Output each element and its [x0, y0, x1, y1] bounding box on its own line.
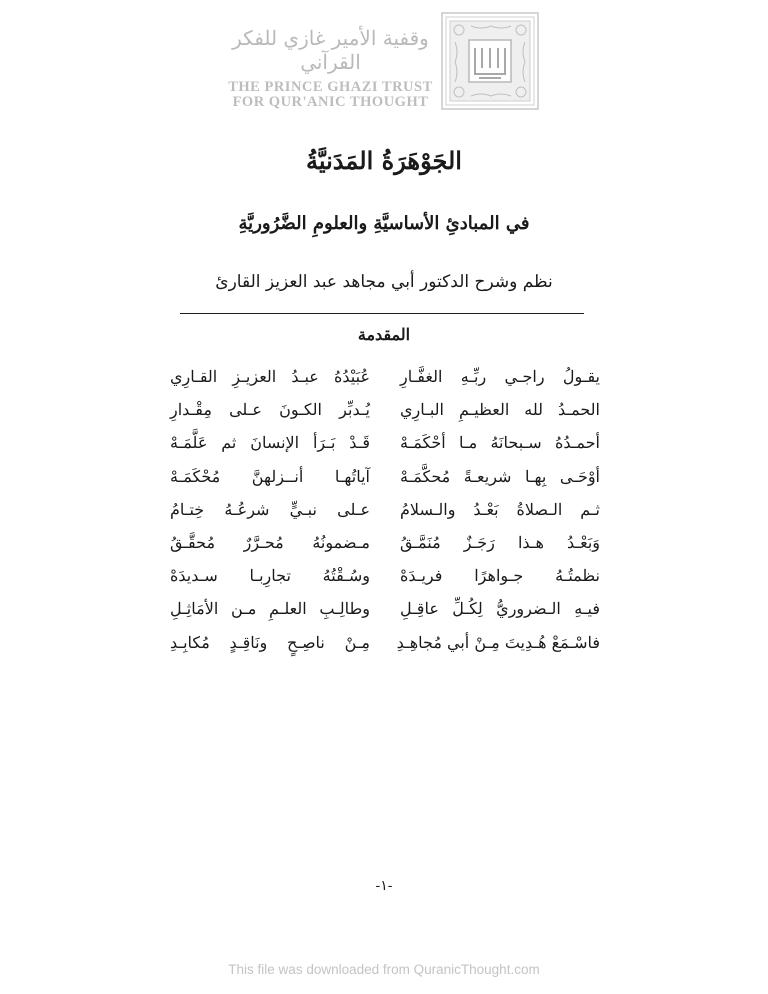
- verse-second-hemistich: وطالِـبِ العلـمِ مـن الأمَاثِـلِ: [170, 599, 370, 619]
- verse-first-hemistich: أحمـدُهُ سـبحانَهُ مـا أحْكَمَـهْ: [400, 433, 600, 453]
- verse-second-hemistich: مـضمونُهُ مُحـرَّرٌ مُحقَّـقُ: [170, 532, 370, 552]
- verse-line: [170, 430, 600, 463]
- logo-english-line-1: THE PRINCE GHAZI TRUST: [228, 79, 433, 95]
- verse-second-hemistich: آياتُهـا أنــزلهنَّ مُحْكَمَـهْ: [170, 466, 370, 486]
- verse-second-hemistich: مِـنْ ناصِـحٍ ونَاقِـدٍ مُكابِـدِ: [170, 632, 370, 652]
- verse-line: [170, 364, 600, 397]
- logo-text: [228, 12, 433, 110]
- verse-first-hemistich: وَبَعْـدُ هـذا رَجَـزٌ مُنَمَّـقُ: [400, 532, 600, 552]
- book-title: الجَوْهَرَةُ المَدَنيَّةُ: [306, 146, 462, 175]
- book-subtitle: في المبادئِ الأساسيَّةِ والعلومِ الضَّرُوريَّةِ: [238, 213, 530, 234]
- verse-second-hemistich: عُبَيْدُهُ عبـدُ العزيـزِ القـارِي: [170, 367, 370, 386]
- logo-arabic-name: وقفية الأمير غازي للفكر القرآني: [232, 26, 429, 74]
- verse-first-hemistich: نظمتُـهُ جـواهرًا فريـدَهْ: [400, 566, 600, 586]
- verse-second-hemistich: وسُـقْتُهُ تجارِبـا سـديدَهْ: [170, 566, 370, 586]
- verse-second-hemistich: قَـدْ بَـرَأ الإنسانَ ثم عَلَّمَـهْ: [170, 433, 370, 453]
- poem: [170, 364, 600, 663]
- verse-second-hemistich: يُـدبِّر الكـونَ عـلى مِقْـدارِ: [170, 400, 370, 420]
- verse-first-hemistich: يقـولُ راجـي ربِّـهِ الغفَّـارِ: [400, 367, 600, 386]
- verse-first-hemistich: فاسْـمَعْ هُـدِيتَ مِـنْ أبي مُجاهِـدِ: [396, 632, 600, 652]
- verse-line: [170, 530, 600, 563]
- page-number: -١-: [375, 878, 393, 894]
- verse-line: [170, 563, 600, 596]
- logo-emblem-icon: [441, 12, 539, 110]
- author-line: نظم وشرح الدكتور أبي مجاهد عبد العزيز القارئ: [215, 272, 553, 292]
- verse-line: [170, 630, 600, 663]
- verse-line: [170, 397, 600, 430]
- verse-second-hemistich: عـلى نبـيٍّ شرعُـهُ خِتـامُ: [170, 499, 370, 519]
- verse-first-hemistich: الحمـدُ لله العظيـمِ البـارِي: [400, 400, 600, 420]
- logo-english-line-2: FOR QUR'ANIC THOUGHT: [232, 94, 429, 110]
- title-divider: [180, 313, 584, 314]
- verse-first-hemistich: أوْحَـى بِهـا شريعـةً مُحكَّمَـهْ: [400, 466, 600, 486]
- verse-line: [170, 497, 600, 530]
- verse-line: [170, 464, 600, 497]
- verse-first-hemistich: فيـهِ الـضروريُّ لِكُـلِّ عاقِـلِ: [400, 599, 600, 619]
- download-footer: This file was downloaded from QuranicThought.com: [228, 962, 540, 977]
- section-title: المقدمة: [357, 325, 411, 344]
- verse-first-hemistich: ثـم الـصلاةُ بَعْـدُ والـسلامُ: [400, 499, 600, 519]
- publisher-logo: [228, 12, 540, 110]
- verse-line: [170, 596, 600, 629]
